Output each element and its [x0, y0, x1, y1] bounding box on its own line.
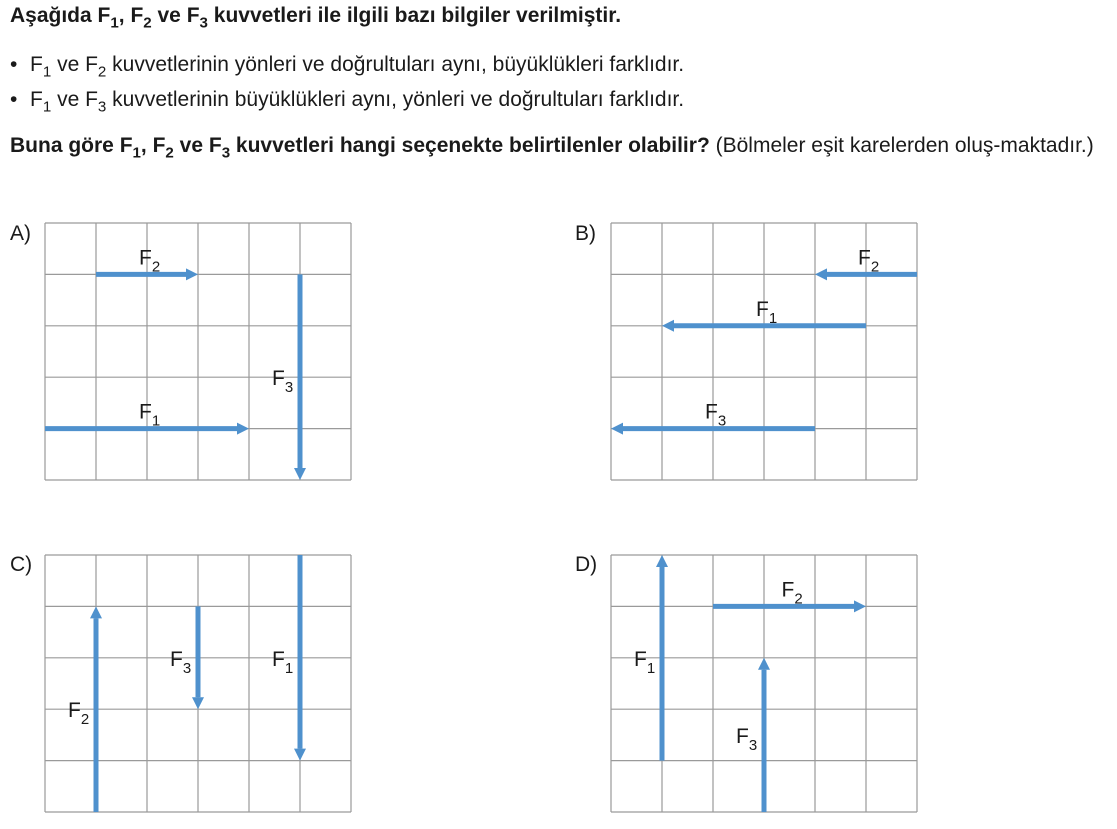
info-list [10, 50, 684, 120]
option-a-grid [45, 223, 351, 481]
force-label-subscript: 3 [717, 412, 727, 430]
force-label: $F_1$ [272, 647, 294, 677]
separator: , [118, 4, 131, 27]
arrow-head [656, 555, 668, 567]
force-label-subscript: 3 [748, 736, 758, 754]
arrow-head [854, 600, 866, 612]
f1-subscript: 1 [132, 144, 141, 162]
force-label-subscript: 2 [80, 711, 90, 729]
f-symbol: F [30, 53, 43, 76]
f3-symbol: F [208, 134, 222, 157]
f-symbol: F [85, 88, 98, 111]
question-bold [10, 134, 710, 162]
option-b-label: B) [575, 222, 596, 245]
force-label: $F_3$ [170, 647, 192, 677]
force-label: $F_3$ [736, 724, 758, 754]
arrow-head [662, 320, 674, 332]
question-prefix: Buna göre [10, 134, 120, 157]
f3-symbol: F [186, 4, 200, 27]
f-subscript: 3 [97, 98, 107, 116]
question-note: (Bölmeler eşit karelerden oluş-maktadır.) [709, 134, 1094, 157]
force-arrow-F2 [713, 600, 866, 612]
arrow-head [90, 606, 102, 618]
force-label: $F_2$ [781, 578, 803, 608]
separator: , [140, 134, 153, 157]
option-b-grid [611, 223, 917, 481]
force-label-subscript: 1 [151, 412, 161, 430]
f2-symbol: F [152, 134, 166, 157]
f3-subscript: 3 [221, 144, 231, 162]
info-item [10, 50, 684, 85]
option-a-label: A) [10, 222, 31, 245]
question-suffix: kuvvetleri hangi seçenekte belirtilenler olabilir? [230, 134, 710, 157]
f-subscript: 1 [42, 63, 52, 81]
force-label-subscript: 2 [794, 590, 803, 608]
arrow-head [294, 468, 306, 480]
f-subscript: 2 [97, 63, 107, 81]
conjunction: ve [51, 53, 86, 76]
force-label: $F_3$ [272, 367, 294, 397]
info-text: kuvvetlerinin büyüklükleri aynı, yönleri ve doğrultuları farklıdır. [106, 88, 685, 111]
bullet-dot: • [10, 88, 18, 111]
conjunction: ve [173, 134, 209, 157]
force-label-subscript: 2 [151, 258, 161, 276]
arrow-head [237, 423, 249, 435]
force-label: $F_1$ [634, 647, 656, 677]
conjunction: ve [151, 4, 187, 27]
f2-subscript: 2 [143, 14, 152, 32]
arrow-head [192, 697, 204, 709]
arrow-head [815, 268, 827, 280]
force-label-subscript: 2 [870, 258, 880, 276]
force-label: $F_2$ [139, 246, 161, 276]
arrow-head [758, 658, 770, 670]
f2-symbol: F [130, 4, 144, 27]
option-d-grid [611, 555, 917, 813]
force-label-subscript: 1 [646, 659, 656, 677]
f-subscript: 1 [42, 98, 52, 116]
f2-subscript: 2 [165, 144, 174, 162]
option-d-label: D) [575, 553, 598, 576]
bullet-dot: • [10, 53, 18, 76]
force-label: $F_1$ [139, 400, 161, 430]
arrow-head [186, 268, 198, 280]
force-label: $F_1$ [756, 297, 778, 327]
option-c-label: C) [10, 553, 33, 576]
arrow-head [611, 423, 623, 435]
info-text: kuvvetlerinin yönleri ve doğrultuları aynı, büyüklükleri farklıdır. [106, 53, 685, 76]
question-text [10, 130, 1110, 169]
f-symbol: F [30, 88, 43, 111]
force-label: $F_2$ [858, 246, 880, 276]
info-item [10, 85, 684, 120]
f1-symbol: F [119, 134, 133, 157]
force-arrow-F3 [758, 658, 770, 812]
f-symbol: F [85, 53, 98, 76]
f1-subscript: 1 [110, 14, 119, 32]
intro-suffix: kuvvetleri ile ilgili bazı bilgiler verilmiştir. [207, 4, 622, 27]
force-label-subscript: 3 [182, 659, 192, 677]
force-label-subscript: 1 [284, 659, 294, 677]
intro-text [10, 4, 621, 31]
f1-symbol: F [97, 4, 111, 27]
f3-subscript: 3 [199, 14, 208, 32]
conjunction: ve [51, 88, 86, 111]
arrow-head [294, 749, 306, 761]
force-label-subscript: 1 [768, 309, 778, 327]
force-label-subscript: 3 [284, 379, 294, 397]
intro-prefix: Aşağıda [10, 4, 98, 27]
option-c-grid [45, 555, 351, 813]
force-label: $F_2$ [68, 699, 90, 729]
force-label: $F_3$ [705, 400, 727, 430]
